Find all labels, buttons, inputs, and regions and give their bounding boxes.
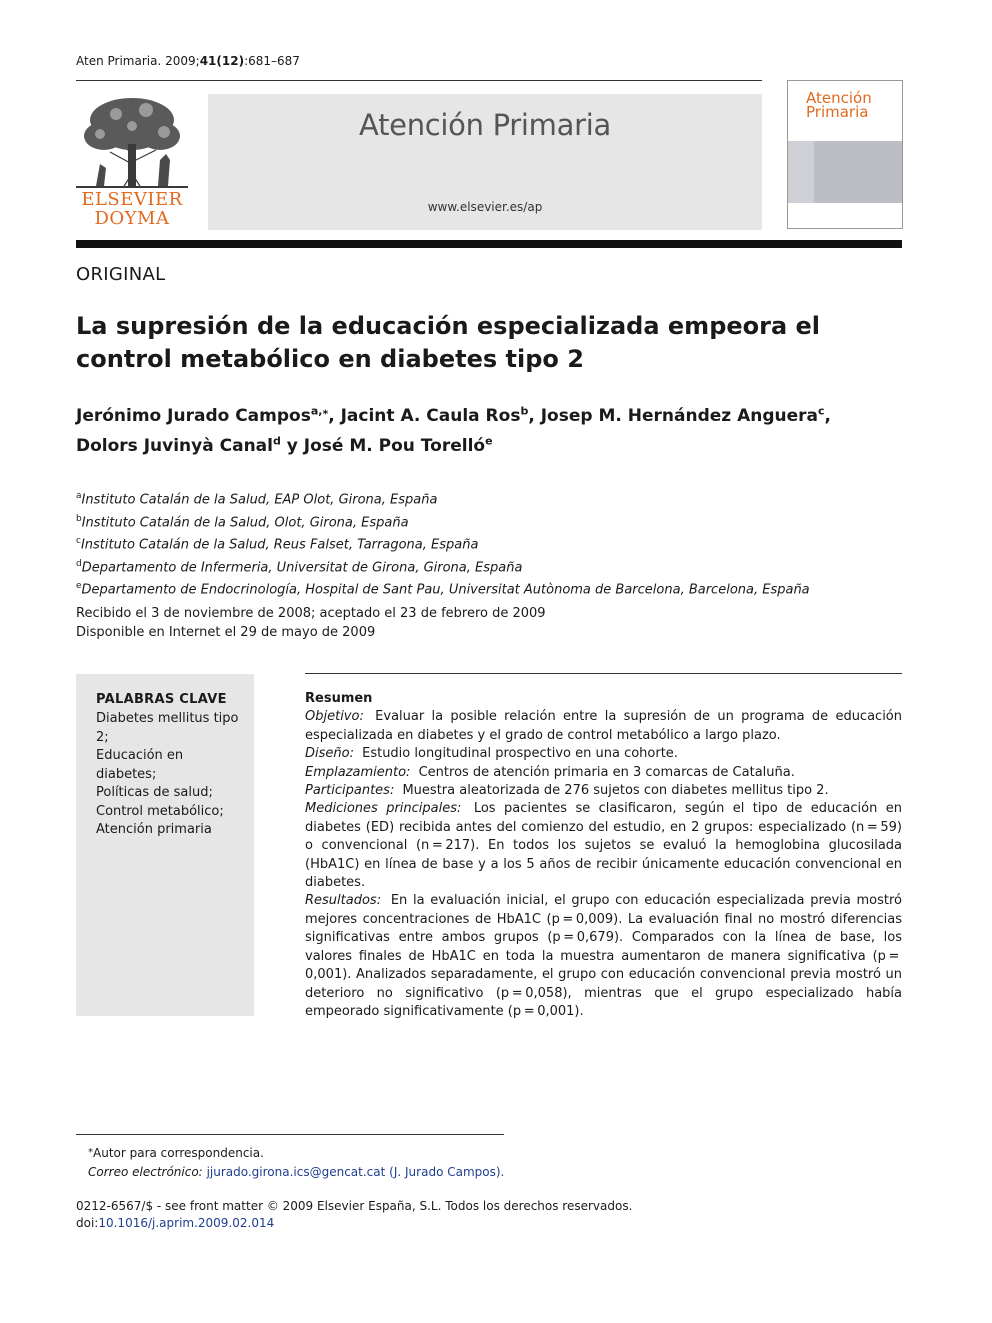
journal-citation: Aten Primaria. 2009;41(12):681–687 — [76, 54, 300, 68]
abstract-section: Participantes: Muestra aleatorizada de 276 sujetos con diabetes mellitus tipo 2. — [305, 783, 829, 799]
author: Josep M. Hernández Anguera$^c$, — [540, 404, 831, 426]
doi-link[interactable]: 10.1016/j.aprim.2009.02.014 — [98, 1215, 275, 1230]
keyword: Educación en diabetes; — [96, 748, 184, 782]
keyword: Diabetes mellitus tipo 2; — [96, 711, 239, 745]
copyright-line: 0212-6567/$ - see front matter © 2009 Elsevier España, S.L. Todos los derechos reservados. — [76, 1199, 633, 1213]
author: José M. Pou Torelló$^e$ — [303, 434, 493, 457]
journal-banner — [208, 94, 762, 230]
email-author-name: (J. Jurado Campos). — [389, 1164, 505, 1179]
cover-title: Atención Primaria — [806, 89, 872, 121]
keyword: Atención primaria — [96, 822, 212, 837]
abstract-section: Diseño: Estudio longitudinal prospectivo en una cohorte. — [305, 746, 678, 762]
article-section: ORIGINAL — [76, 264, 166, 285]
keywords-list — [96, 710, 246, 840]
affiliation: $^a$Instituto Catalán de la Salud, EAP Olot, Girona, España — [76, 491, 438, 508]
cover-sidebar-block — [788, 141, 814, 203]
header-thick-divider — [76, 240, 902, 248]
keyword: Control metabólico; — [96, 803, 224, 819]
author: Dolors Juvinyà Canal$^d$ y — [76, 434, 304, 457]
affiliation: $^c$Instituto Catalán de la Salud, Reus Falset, Tarragona, España — [76, 536, 479, 553]
footnote-divider — [76, 1134, 504, 1135]
author: Jerónimo Jurado Campos$^{a,⁎}$, — [76, 404, 341, 426]
abstract — [305, 690, 902, 1021]
article-dates — [76, 605, 546, 642]
keywords-box — [76, 674, 254, 1016]
journal-url[interactable]: www.elsevier.es/ap — [427, 200, 543, 214]
tree-logo-icon — [76, 94, 188, 190]
author-list — [76, 398, 896, 459]
journal-name: Atención Primaria — [359, 108, 611, 142]
keywords-heading: PALABRAS CLAVE — [96, 692, 227, 707]
affiliation: $^e$Departamento de Endocrinología, Hospital de Sant Pau, Universitat Autònoma de Barcelona, Barcelona, España — [76, 581, 810, 598]
cover-footer — [788, 203, 902, 228]
journal-cover-thumbnail — [787, 80, 903, 229]
abstract-section: Objetivo: Evaluar la posible relación entre la supresión de un programa de educación especializada en diabetes y el grado de control metabólico a largo plazo. — [305, 709, 903, 743]
affiliation: $^d$Departamento de Infermeria, Universitat de Girona, Girona, España — [76, 558, 523, 575]
abstract-section: Mediciones principales: Los pacientes se clasificaron, según el tipo de educación en diabetes (ED) recibida antes del comienzo del estudio, en 2 grupos: especializado (n = 59) o convencional (n = 217). En todos los sujetos se evaluó la hemoglobina glucosilada (HbA1C) en línea de base y a los 5 años de recibir únicamente educación convencional en diabetes. — [305, 801, 902, 891]
online-date: Disponible en Internet el 29 de mayo de 2009 — [76, 624, 376, 640]
received-date: Recibido el 3 de noviembre de 2008; aceptado el 23 de febrero de 2009 — [76, 606, 546, 621]
keyword: Políticas de salud; — [96, 785, 213, 800]
abstract-section: Resultados: En la evaluación inicial, el grupo con educación especializada previa mostró mejores concentraciones de HbA1C (p = 0,009). La evaluación final no mostró diferencias significativas entre ambos grupos (p = 0,679). Comparados con la línea de base, los valores finales de HbA1C en toda la muestra aumentaron de manera significativa (p = 0,001). Analizados separadamente, el grupo con educación convencional previa mostró un deterioro no significativo (p = 0,058), mientras que el grupo especializado había empeorado significativamente (p = 0,001). — [305, 893, 902, 1019]
correspondence-footnote: ⁎Autor para correspondencia. Correo electrónico: jjurado.girona.ics@gencat.cat (J. Jurado Campos). — [88, 1144, 505, 1179]
copyright-block: 0212-6567/$ - see front matter © 2009 Elsevier España, S.L. Todos los derechos reservados. doi:10.1016/j.aprim.2009.02.014 — [76, 1199, 633, 1230]
abstract-section: Emplazamiento: Centros de atención primaria en 3 comarcas de Cataluña. — [305, 764, 795, 780]
header-divider — [76, 80, 762, 81]
article-title: La supresión de la educación especializada empeora el control metabólico en diabetes tipo 2 — [76, 312, 821, 373]
abstract-divider — [305, 673, 902, 674]
affiliation-list — [76, 487, 896, 600]
abstract-heading: Resumen — [305, 691, 373, 706]
publisher-logo-text: ELSEVIER DOYMA — [81, 189, 183, 229]
email-link[interactable]: jjurado.girona.ics@gencat.cat — [206, 1164, 386, 1179]
author: Jacint A. Caula Ros$^b$, — [340, 404, 541, 426]
publisher-logo — [76, 94, 188, 230]
affiliation: $^b$Instituto Catalán de la Salud, Olot, Girona, España — [76, 513, 409, 530]
